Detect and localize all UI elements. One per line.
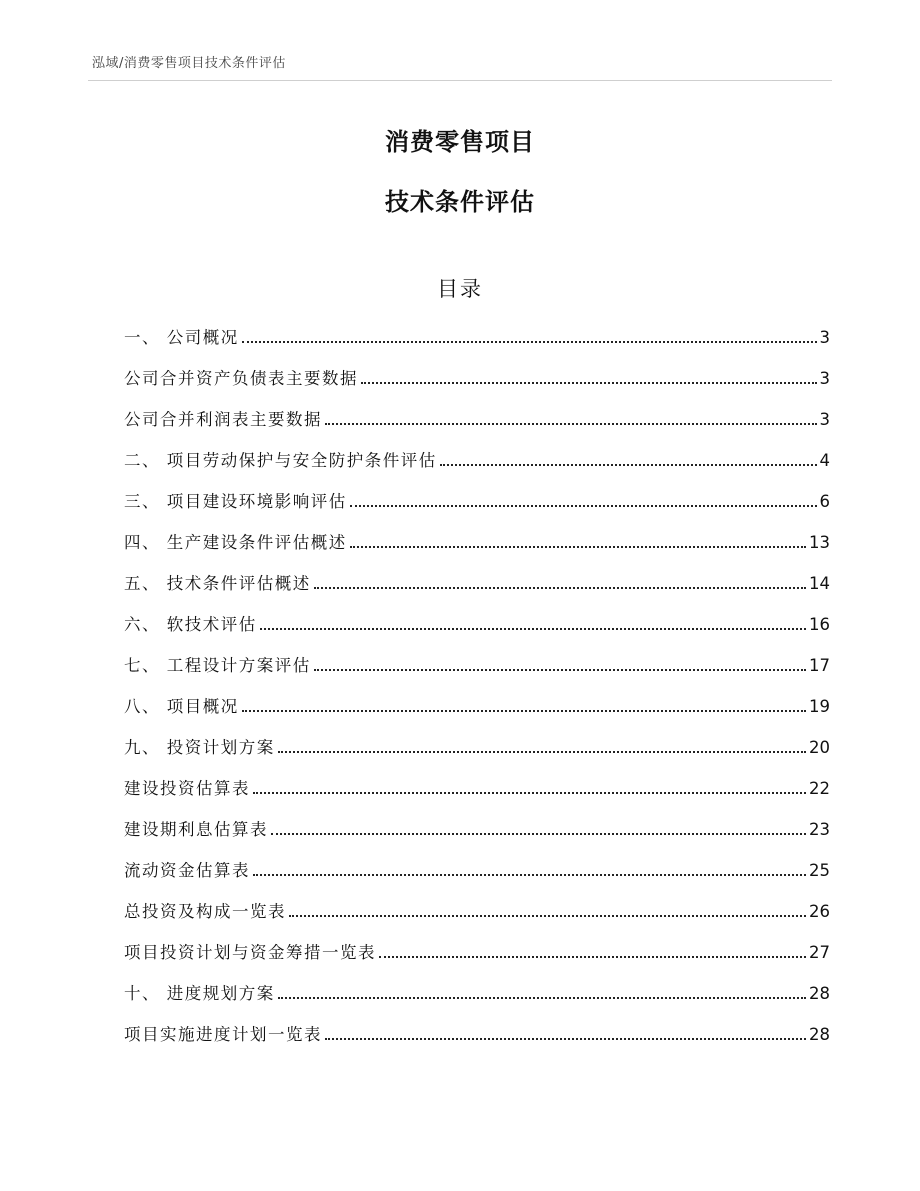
toc-entry-page-number: 14	[809, 574, 830, 593]
toc-entry-title: 四、 生产建设条件评估概述	[124, 533, 347, 552]
toc-entry[interactable]	[124, 1021, 830, 1062]
toc-entry[interactable]	[124, 365, 830, 406]
toc-leader-dots	[260, 628, 806, 630]
toc-entry[interactable]	[124, 980, 830, 1021]
toc-leader-dots	[253, 792, 806, 794]
toc-leader-dots	[350, 505, 817, 507]
toc-entry-page-number: 19	[809, 697, 830, 716]
toc-heading: 目录	[437, 277, 483, 301]
toc-leader-dots	[271, 833, 806, 835]
toc-leader-dots	[289, 915, 806, 917]
toc-leader-dots	[325, 1038, 806, 1040]
toc-entry-title: 公司合并利润表主要数据	[124, 410, 322, 429]
table-of-contents	[124, 324, 830, 1062]
toc-entry[interactable]	[124, 488, 830, 529]
toc-entry[interactable]	[124, 447, 830, 488]
toc-entry-title: 一、 公司概况	[124, 328, 239, 347]
toc-entry-title: 七、 工程设计方案评估	[124, 656, 311, 675]
toc-entry[interactable]	[124, 816, 830, 857]
header-divider	[88, 80, 832, 81]
toc-leader-dots	[350, 546, 806, 548]
toc-entry[interactable]	[124, 570, 830, 611]
toc-leader-dots	[314, 587, 806, 589]
toc-entry-page-number: 4	[819, 451, 830, 470]
toc-entry[interactable]	[124, 898, 830, 939]
toc-entry[interactable]	[124, 939, 830, 980]
toc-entry-page-number: 20	[809, 738, 830, 757]
toc-entry-title: 五、 技术条件评估概述	[124, 574, 311, 593]
toc-entry-page-number: 26	[809, 902, 830, 921]
toc-entry-title: 二、 项目劳动保护与安全防护条件评估	[124, 451, 437, 470]
toc-entry-title: 六、 软技术评估	[124, 615, 257, 634]
toc-leader-dots	[379, 956, 806, 958]
toc-leader-dots	[278, 997, 806, 999]
toc-leader-dots	[361, 382, 817, 384]
toc-entry-title: 项目投资计划与资金筹措一览表	[124, 943, 376, 962]
toc-leader-dots	[253, 874, 806, 876]
toc-entry-title: 九、 投资计划方案	[124, 738, 275, 757]
toc-entry-title: 项目实施进度计划一览表	[124, 1025, 322, 1044]
toc-entry[interactable]	[124, 775, 830, 816]
running-header: 泓域/消费零售项目技术条件评估	[92, 56, 286, 71]
toc-entry[interactable]	[124, 529, 830, 570]
toc-entry-page-number: 16	[809, 615, 830, 634]
toc-entry[interactable]	[124, 324, 830, 365]
toc-entry[interactable]	[124, 693, 830, 734]
toc-leader-dots	[242, 341, 817, 343]
toc-entry[interactable]	[124, 857, 830, 898]
toc-entry-page-number: 23	[809, 820, 830, 839]
toc-entry-page-number: 17	[809, 656, 830, 675]
toc-entry-page-number: 3	[819, 369, 830, 388]
toc-entry-title: 总投资及构成一览表	[124, 902, 286, 921]
document-title-line-2: 技术条件评估	[385, 188, 535, 216]
toc-leader-dots	[314, 669, 806, 671]
toc-entry[interactable]	[124, 652, 830, 693]
toc-entry-page-number: 28	[809, 984, 830, 1003]
toc-entry[interactable]	[124, 734, 830, 775]
toc-entry-page-number: 27	[809, 943, 830, 962]
toc-entry-page-number: 3	[819, 328, 830, 347]
toc-entry-page-number: 13	[809, 533, 830, 552]
toc-leader-dots	[325, 423, 817, 425]
toc-entry-title: 建设期利息估算表	[124, 820, 268, 839]
toc-entry-title: 流动资金估算表	[124, 861, 250, 880]
toc-leader-dots	[278, 751, 806, 753]
toc-entry-title: 三、 项目建设环境影响评估	[124, 492, 347, 511]
toc-entry-page-number: 6	[819, 492, 830, 511]
toc-entry-title: 公司合并资产负债表主要数据	[124, 369, 358, 388]
toc-entry-page-number: 28	[809, 1025, 830, 1044]
toc-entry-title: 十、 进度规划方案	[124, 984, 275, 1003]
toc-entry-page-number: 25	[809, 861, 830, 880]
toc-entry-page-number: 22	[809, 779, 830, 798]
toc-leader-dots	[440, 464, 817, 466]
toc-entry-page-number: 3	[819, 410, 830, 429]
toc-entry-title: 八、 项目概况	[124, 697, 239, 716]
toc-entry[interactable]	[124, 406, 830, 447]
toc-entry-title: 建设投资估算表	[124, 779, 250, 798]
document-title-line-1: 消费零售项目	[385, 128, 535, 156]
toc-entry[interactable]	[124, 611, 830, 652]
toc-leader-dots	[242, 710, 806, 712]
